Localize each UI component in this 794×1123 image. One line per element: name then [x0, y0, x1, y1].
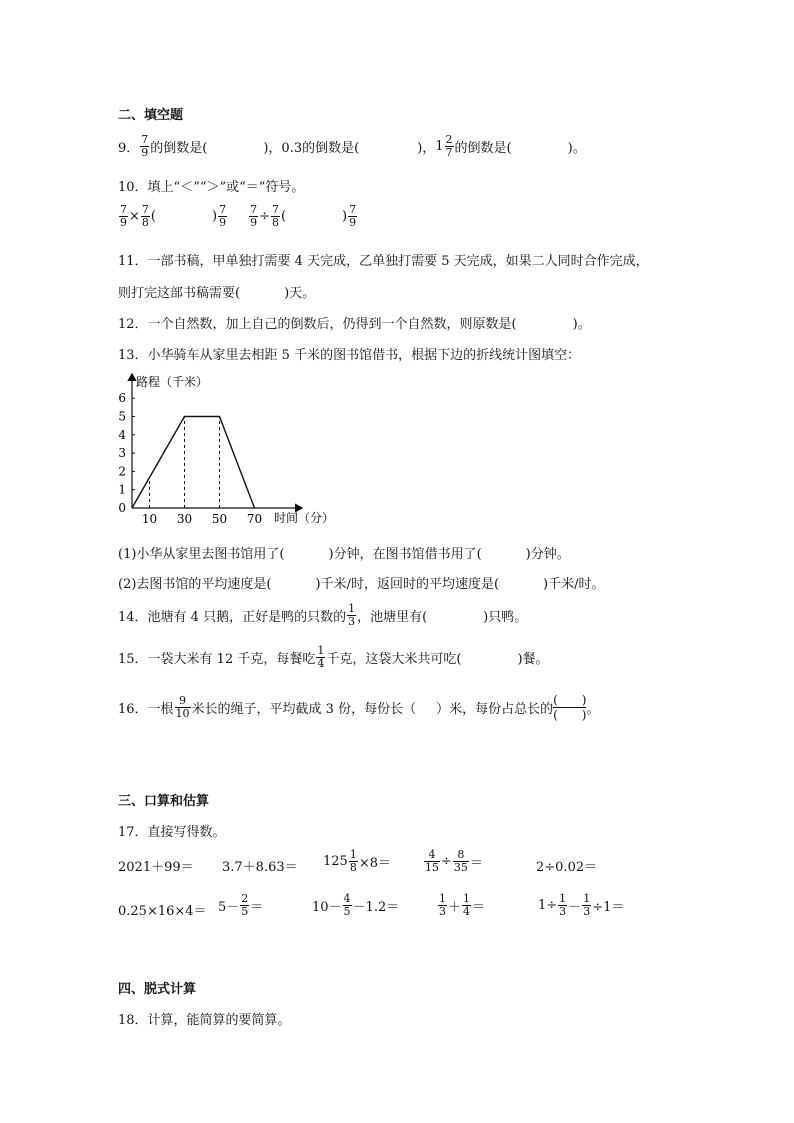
question-14: [118, 603, 527, 628]
rest: ＝: [250, 900, 264, 915]
q9-mixed-fraction: [445, 134, 454, 159]
question-12: [118, 313, 591, 332]
paren-close: ): [342, 209, 348, 224]
question-13-sub-1: [118, 543, 570, 562]
frac: [141, 204, 150, 229]
q9-fraction-7-9: [140, 134, 149, 159]
frac: [462, 893, 471, 918]
frac-den: 9: [250, 216, 258, 229]
frac-num: 7: [219, 203, 227, 216]
question-13: 13．小华骑车从家里去相距 5 千米的图书馆借书，根据下边的折线统计图填空：: [118, 348, 581, 363]
y-tick-label: 4: [118, 427, 126, 442]
q11-text-a: 则打完这部书稿需要(: [118, 286, 241, 301]
q17-r2-c3: [312, 893, 399, 918]
question-13-sub-2: [118, 573, 604, 592]
q13-1-text-c: )分钟。: [525, 547, 570, 562]
q17-r2-c4: [437, 893, 485, 918]
q12-text-a: 12．一个自然数，加上自己的倒数后，仍得到一个自然数，则原数是(: [118, 317, 517, 332]
question-18: 18．计算，能简算的要简算。: [118, 1013, 291, 1028]
y-tick-label: 2: [118, 464, 126, 479]
q17-r1-c3: [323, 849, 391, 874]
frac-den: 15: [425, 861, 439, 874]
operator: ×: [129, 209, 140, 224]
operator: －: [568, 900, 582, 915]
frac-den: 3: [439, 905, 446, 918]
q9-mixed-whole: 1: [435, 139, 444, 154]
question-16: [118, 693, 600, 722]
q16-fraction: [175, 695, 191, 720]
q13-2-text-b: )千米/时，返回时的平均速度是(: [315, 577, 500, 592]
rest: ÷1＝: [592, 900, 625, 915]
q15-fraction: [316, 645, 325, 670]
frac-num: 7: [141, 133, 149, 146]
frac-den: 9: [349, 216, 357, 229]
frac: [119, 204, 128, 229]
frac-den: 7: [445, 146, 453, 159]
distance-time-line-chart: [112, 366, 342, 532]
frac-num: 9: [179, 694, 187, 707]
frac-num: 7: [250, 203, 258, 216]
q17-r2-c2: [218, 893, 263, 918]
q14-text-a: 14．池塘有 4 只鹅，正好是鸭的只数的: [118, 610, 347, 625]
frac: [218, 204, 227, 229]
rest: ×8＝: [358, 856, 391, 871]
rest: ＝: [472, 900, 486, 915]
q9-text-5: )。: [567, 141, 586, 156]
frac-num-blank[interactable]: ( ): [553, 693, 587, 707]
x-tick-label: 10: [141, 512, 158, 526]
q16-blank-fraction[interactable]: [553, 693, 586, 722]
q16-text-c: ）米，每份占总长的: [436, 702, 554, 717]
frac-num: 1: [559, 892, 567, 905]
frac-num: 7: [120, 203, 127, 216]
frac: [424, 849, 440, 874]
x-tick-label: 50: [211, 512, 228, 526]
q13-2-text-a: (2)去图书馆的平均速度是(: [118, 577, 272, 592]
frac-den: 10: [175, 707, 190, 720]
operator: ÷: [441, 854, 452, 869]
q17-r2-c5: [538, 893, 624, 918]
frac: [343, 893, 352, 918]
frac-den: 8: [271, 216, 279, 229]
frac-num: 7: [141, 203, 149, 216]
paren-open: (: [150, 209, 156, 224]
frac-num: 1: [463, 892, 471, 905]
frac-num: 1: [317, 644, 325, 657]
frac-num: 4: [343, 892, 351, 905]
frac: [453, 849, 469, 874]
frac-num: 4: [428, 848, 436, 861]
frac-den: 9: [219, 216, 227, 229]
x-tick-label: 70: [246, 512, 263, 526]
q12-text-b: )。: [572, 317, 591, 332]
q15-text-b: 千克，这袋大米共可吃(: [326, 652, 462, 667]
frac-num: 1: [583, 892, 591, 905]
q17-r1-c2: 3.7＋8.63＝: [222, 860, 298, 875]
frac-num: 1: [349, 848, 357, 861]
y-tick-label: 6: [118, 391, 126, 406]
rest: ＝: [469, 856, 483, 871]
frac-den: 3: [559, 905, 567, 918]
frac: [558, 893, 567, 918]
frac: [249, 204, 258, 229]
y-tick-label: 3: [118, 446, 126, 461]
operator: ÷: [259, 209, 270, 224]
q9-text-3: )，: [417, 141, 436, 156]
section-title-step-calculation: 四、脱式计算: [118, 982, 197, 997]
q9-number: 9．: [118, 141, 140, 156]
q17-r1-c5: 2÷0.02＝: [536, 860, 598, 875]
frac-num: 1: [439, 892, 446, 905]
pre: 1÷: [538, 898, 558, 913]
y-tick-label: 0: [118, 501, 126, 515]
question-9: [118, 134, 586, 159]
q11-text-b: )天。: [284, 286, 316, 301]
guide-lines: [150, 417, 220, 509]
q16-text-a: 16．一根: [118, 702, 174, 717]
frac-num: 2: [241, 892, 249, 905]
q17-r1-c4: [423, 849, 483, 874]
series-line-distance: [132, 417, 255, 509]
q17-r2-c1: 0.25×16×4＝: [118, 904, 207, 919]
question-11-line-1: 11．一部书稿，甲单独打需要 4 天完成，乙单独打需要 5 天完成，如果二人同时合作完成，: [118, 254, 649, 269]
paren-open: (: [280, 209, 287, 224]
frac-den: 5: [241, 905, 249, 918]
q10-expressions: [118, 204, 358, 229]
question-10: 10．填上“＜”“＞”或“＝”符号。: [118, 180, 305, 195]
section-title-fill-blank: 二、填空题: [118, 108, 184, 123]
rest: －1.2＝: [352, 900, 400, 915]
q13-1-text-a: (1)小华从家里去图书馆用了(: [118, 547, 285, 562]
operator: ＋: [448, 900, 462, 915]
frac: [438, 893, 447, 918]
frac-den: 3: [348, 615, 356, 628]
q16-text-d: 。: [586, 702, 600, 717]
frac: [349, 849, 358, 874]
frac-den: 9: [120, 216, 127, 229]
question-17: 17．直接写得数。: [118, 825, 226, 840]
q9-text-1: 的倒数是(: [150, 141, 208, 156]
frac-num: 8: [457, 848, 465, 861]
frac: [271, 204, 280, 229]
frac-den: 5: [343, 905, 351, 918]
frac: [582, 893, 591, 918]
mixed-whole: 125: [323, 854, 348, 869]
q15-text-a: 15．一袋大米有 12 千克，每餐吃: [118, 652, 316, 667]
frac-den: 9: [141, 146, 149, 159]
paren-close: ): [211, 209, 218, 224]
x-tick-label: 30: [176, 512, 193, 526]
section-title-mental-math: 三、口算和估算: [118, 794, 210, 809]
frac-num: 2: [445, 133, 453, 146]
question-11-line-2: [118, 282, 315, 301]
frac-num: 7: [271, 203, 279, 216]
frac: [240, 893, 249, 918]
q9-text-4: 的倒数是(: [454, 141, 512, 156]
y-tick-label: 1: [118, 482, 126, 497]
frac-den: 8: [349, 861, 357, 874]
q17-r1-c1: 2021＋99＝: [118, 860, 194, 875]
y-axis-label: 路程（千米）: [136, 375, 209, 389]
frac-num: 7: [349, 203, 357, 216]
question-15: [118, 645, 549, 670]
frac-den: 8: [141, 216, 149, 229]
y-tick-label: 5: [118, 409, 126, 424]
x-axis-label: 时间（分）: [274, 511, 335, 525]
q13-2-text-c: )千米/时。: [543, 577, 605, 592]
q14-text-b: ，池塘里有(: [357, 610, 428, 625]
frac-den: 35: [453, 861, 468, 874]
frac: [348, 204, 357, 229]
x-ticks: [142, 512, 262, 526]
pre: 5－: [218, 900, 240, 915]
frac-den-blank[interactable]: ( ): [553, 708, 587, 722]
q9-text-2: )，0.3的倒数是(: [263, 141, 360, 156]
q13-1-text-b: )分钟，在图书馆借书用了(: [328, 547, 482, 562]
q15-text-c: )餐。: [517, 652, 549, 667]
frac-num: 1: [348, 602, 356, 615]
frac-den: 4: [463, 905, 471, 918]
frac-den: 3: [583, 905, 591, 918]
pre: 10－: [312, 900, 342, 915]
frac-den: 4: [317, 657, 325, 670]
q16-text-b: 米长的绳子，平均截成 3 份，每份长（: [191, 702, 417, 717]
q14-fraction: [347, 603, 356, 628]
q14-text-c: )只鸭。: [483, 610, 528, 625]
